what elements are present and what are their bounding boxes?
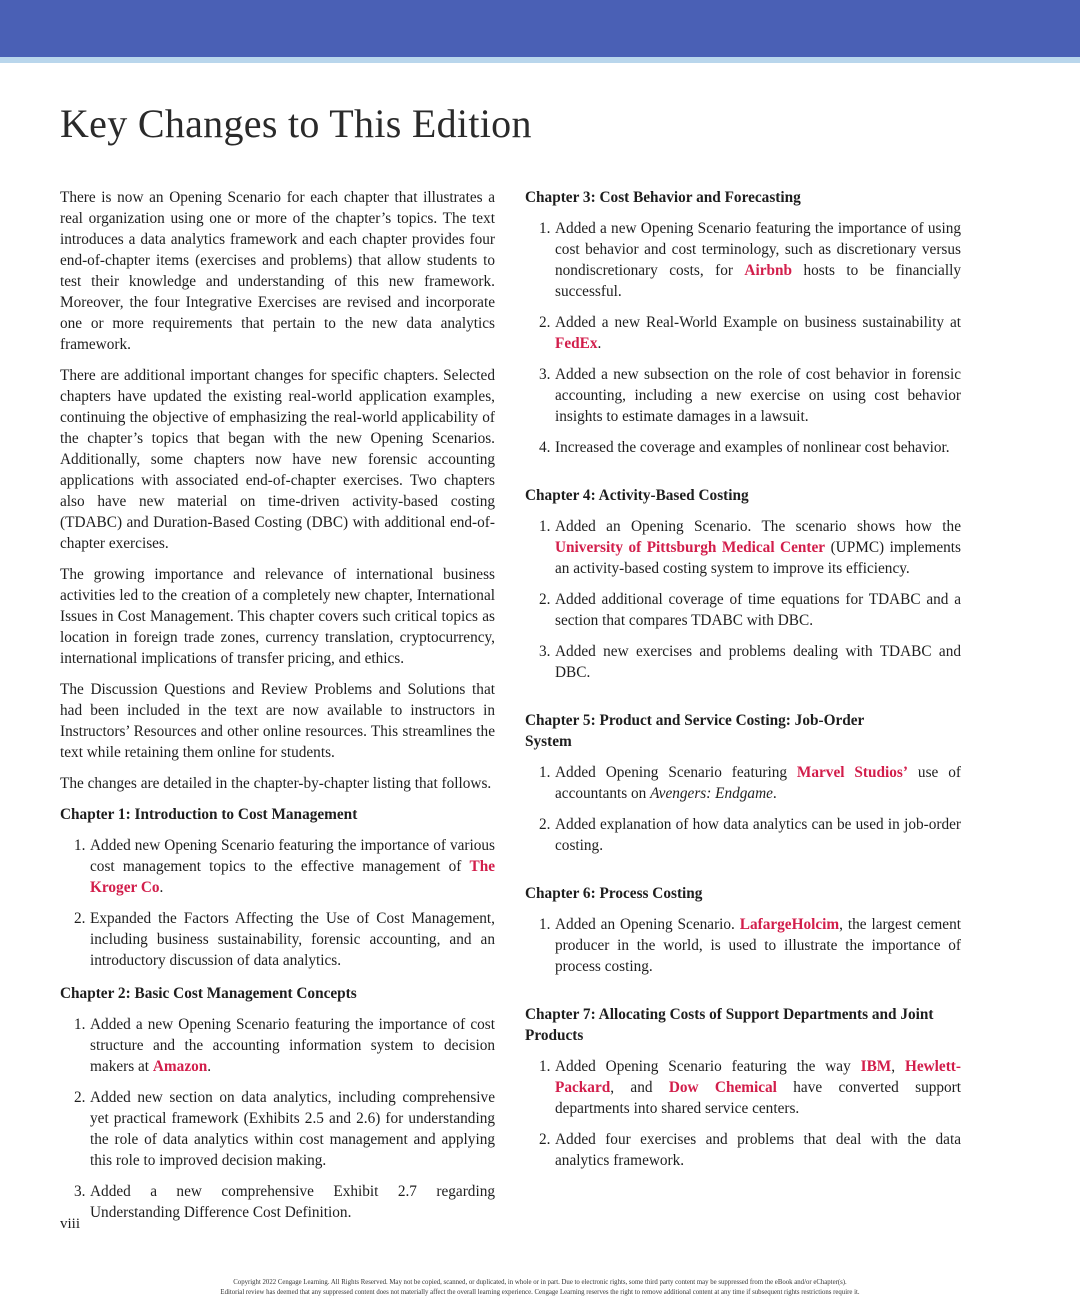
intro-paragraph-5: The changes are detailed in the chapter-by-chapter listing that follows. bbox=[60, 775, 492, 792]
list-item bbox=[525, 814, 961, 856]
item-number: 1. bbox=[539, 518, 551, 535]
item-text: use of accountants on bbox=[555, 764, 961, 802]
company-name: Dow Chemical bbox=[668, 1079, 777, 1096]
list-item bbox=[525, 516, 961, 579]
list-item bbox=[525, 589, 961, 631]
item-text: Added an Opening Scenario. The scenario shows how the bbox=[555, 518, 961, 535]
item-text: Added new exercises and problems dealing with TDABC and DBC. bbox=[555, 643, 961, 681]
list-item bbox=[60, 1181, 495, 1223]
right-column bbox=[525, 187, 961, 1198]
item-number: 2. bbox=[539, 1131, 551, 1148]
chapter-1-list bbox=[60, 835, 495, 971]
chapter-1-heading: Chapter 1: Introduction to Cost Management bbox=[60, 806, 358, 823]
list-item bbox=[525, 312, 961, 354]
company-name: The Kroger Co bbox=[90, 858, 495, 896]
chapter-3-heading: Chapter 3: Cost Behavior and Forecasting bbox=[525, 189, 801, 206]
chapter-5-list bbox=[525, 762, 961, 856]
list-item bbox=[525, 914, 961, 977]
chapter-5-heading: Chapter 5: Product and Service Costing: Job-Order System bbox=[525, 712, 865, 750]
chapter-1-section bbox=[60, 804, 495, 971]
item-number: 2. bbox=[74, 1089, 86, 1106]
item-number: 2. bbox=[74, 910, 86, 927]
chapter-5-section bbox=[525, 710, 961, 856]
chapter-3-list bbox=[525, 218, 961, 458]
list-item bbox=[525, 218, 961, 302]
item-text: , the largest cement producer in the world, is used to illustrate the importance of process costing. bbox=[555, 916, 961, 975]
company-name: IBM bbox=[860, 1058, 892, 1075]
chapter-6-section bbox=[525, 883, 961, 977]
item-text: Added a new Opening Scenario featuring the importance of cost structure and the accounting information system to decision makers at bbox=[90, 1016, 495, 1075]
copyright-line-2: Editorial review has deemed that any suppressed content does not materially affect the overall learning experience. Cengage Learning reserves the right to remove additional content at any time if subsequent rights restrictions require it. bbox=[220, 1288, 860, 1296]
chapter-4-heading: Chapter 4: Activity-Based Costing bbox=[525, 487, 749, 504]
list-item bbox=[60, 835, 495, 898]
item-text: Added a new subsection on the role of cost behavior in forensic accounting, including a new exercise on using cost behavior insights to estimate damages in a lawsuit. bbox=[555, 366, 961, 425]
item-text: Added an Opening Scenario. bbox=[555, 916, 740, 933]
item-text: Added Opening Scenario featuring bbox=[555, 764, 797, 781]
chapter-7-list bbox=[525, 1056, 961, 1171]
chapter-2-heading: Chapter 2: Basic Cost Management Concepts bbox=[60, 985, 357, 1002]
company-name: Amazon bbox=[152, 1058, 208, 1075]
item-text: Added Opening Scenario featuring the way bbox=[555, 1058, 861, 1075]
item-number: 3. bbox=[539, 643, 551, 660]
item-number: 1. bbox=[539, 220, 551, 237]
list-item bbox=[525, 762, 961, 804]
item-number: 1. bbox=[539, 1058, 551, 1075]
item-text: Added new Opening Scenario featuring the importance of various cost management topics to the effective management of bbox=[90, 837, 495, 875]
chapter-3-section bbox=[525, 187, 961, 458]
page-number: viii bbox=[60, 1216, 81, 1232]
chapter-7-heading: Chapter 7: Allocating Costs of Support Departments and Joint Products bbox=[525, 1006, 934, 1044]
item-text: , bbox=[891, 1058, 905, 1075]
chapter-4-list bbox=[525, 516, 961, 683]
company-name: Marvel Studios’ bbox=[796, 764, 908, 781]
copyright-line-1: Copyright 2022 Cengage Learning. All Rights Reserved. May not be copied, scanned, or duplicated, in whole or in part. Due to electronic rights, some third party content may be suppressed from the eBook and/or eChapter(s). bbox=[233, 1279, 847, 1286]
company-name: LafargeHolcim bbox=[739, 916, 840, 933]
header-bar bbox=[0, 0, 1080, 57]
chapter-2-section bbox=[60, 983, 495, 1223]
company-name: Hewlett-Packard bbox=[555, 1058, 961, 1096]
item-text: Added a new comprehensive Exhibit 2.7 regarding Understanding Difference Cost Definition. bbox=[90, 1183, 495, 1221]
item-text: Added additional coverage of time equations for TDABC and a section that compares TDABC with DBC. bbox=[555, 591, 961, 629]
item-number: 1. bbox=[539, 916, 551, 933]
item-number: 2. bbox=[539, 314, 551, 331]
item-text: Added explanation of how data analytics can be used in job-order costing. bbox=[555, 816, 961, 854]
item-text: Added four exercises and problems that deal with the data analytics framework. bbox=[555, 1131, 961, 1169]
item-number: 2. bbox=[539, 816, 551, 833]
item-text: Increased the coverage and examples of nonlinear cost behavior. bbox=[555, 439, 950, 456]
company-name: Airbnb bbox=[744, 262, 793, 279]
list-item bbox=[525, 641, 961, 683]
list-item bbox=[60, 1087, 495, 1171]
item-number: 4. bbox=[539, 439, 551, 456]
chapter-4-section bbox=[525, 485, 961, 683]
item-text: . bbox=[159, 879, 164, 896]
header-stripe bbox=[0, 57, 1080, 63]
list-item bbox=[525, 1056, 961, 1119]
list-item bbox=[525, 437, 961, 458]
item-text: , and bbox=[610, 1079, 669, 1096]
item-text: Added a new Opening Scenario featuring the importance of using cost behavior and cost terminology, such as discretionary versus nondiscretionary costs, for bbox=[555, 220, 961, 279]
item-number: 2. bbox=[539, 591, 551, 608]
list-item bbox=[525, 1129, 961, 1171]
item-text: Added new section on data analytics, including comprehensive yet practical framework (Exhibits 2.5 and 2.6) for understanding the role of data analytics within cost management and applying this role to improved decision making. bbox=[90, 1089, 495, 1169]
chapter-6-list bbox=[525, 914, 961, 977]
item-text: . bbox=[597, 335, 602, 352]
item-number: 3. bbox=[539, 366, 551, 383]
company-name: University of Pittsburgh Medical Center bbox=[555, 539, 826, 556]
intro-paragraph-2: There are additional important changes for specific chapters. Selected chapters have updated the existing real-world application examples, continuing the objective of emphasizing the real-world applicability of the chapter’s topics that began with the new Opening Scenarios. Additionally, some chapters now have new forensic accounting applications with associated end-of-chapter exercises. Two chapters also have new material on time-driven activity-based costing (TDABC) and Duration-Based Costing (DBC) with additional end-of-chapter exercises. bbox=[60, 367, 495, 552]
item-text: . bbox=[207, 1058, 212, 1075]
item-number: 1. bbox=[74, 1016, 86, 1033]
left-column bbox=[60, 187, 495, 1235]
item-text: Added a new Real-World Example on business sustainability at bbox=[555, 314, 961, 331]
company-name: FedEx bbox=[555, 335, 598, 352]
intro-paragraph-1: There is now an Opening Scenario for each chapter that illustrates a real organization using one or more of the chapter’s topics. The text introduces a data analytics framework and each chapter provides four end-of-chapter items (exercises and problems) that allow students to test their knowledge and understanding of this new framework. Moreover, the four Integrative Exercises are revised and incorporate one or more requirements that pertain to the new data analytics framework. bbox=[60, 189, 495, 353]
list-item bbox=[525, 364, 961, 427]
copyright-footer bbox=[0, 1278, 1080, 1297]
intro-paragraph-3: The growing importance and relevance of international business activities led to the creation of a completely new chapter, International Issues in Cost Management. This chapter covers such critical topics as location in foreign trade zones, currency translation, cryptocurrency, international implications of transfer pricing, and ethics. bbox=[60, 566, 495, 667]
item-text: have converted support departments into shared service centers. bbox=[555, 1079, 962, 1117]
chapter-6-heading: Chapter 6: Process Costing bbox=[525, 885, 703, 902]
item-number: 1. bbox=[539, 764, 551, 781]
chapter-7-section bbox=[525, 1004, 961, 1171]
intro-paragraph-4: The Discussion Questions and Review Problems and Solutions that had been included in the text are now available to instructors in Instructors’ Resources and other online resources. This streamlines the text while retaining them online for students. bbox=[60, 681, 495, 761]
item-text: Expanded the Factors Affecting the Use of Cost Management, including business sustainability, forensic accounting, and an introductory discussion of data analytics. bbox=[90, 910, 495, 969]
list-item bbox=[60, 908, 495, 971]
item-text: hosts to be financially successful. bbox=[555, 262, 962, 300]
film-title: Avengers: Endgame bbox=[650, 785, 773, 802]
item-text: . bbox=[772, 785, 777, 802]
list-item bbox=[60, 1014, 495, 1077]
chapter-2-list bbox=[60, 1014, 495, 1223]
item-text: (UPMC) implements an activity-based costing system to improve its efficiency. bbox=[555, 539, 961, 577]
page-title: Key Changes to This Edition bbox=[60, 101, 532, 146]
item-number: 1. bbox=[74, 837, 86, 854]
item-number: 3. bbox=[74, 1183, 86, 1200]
